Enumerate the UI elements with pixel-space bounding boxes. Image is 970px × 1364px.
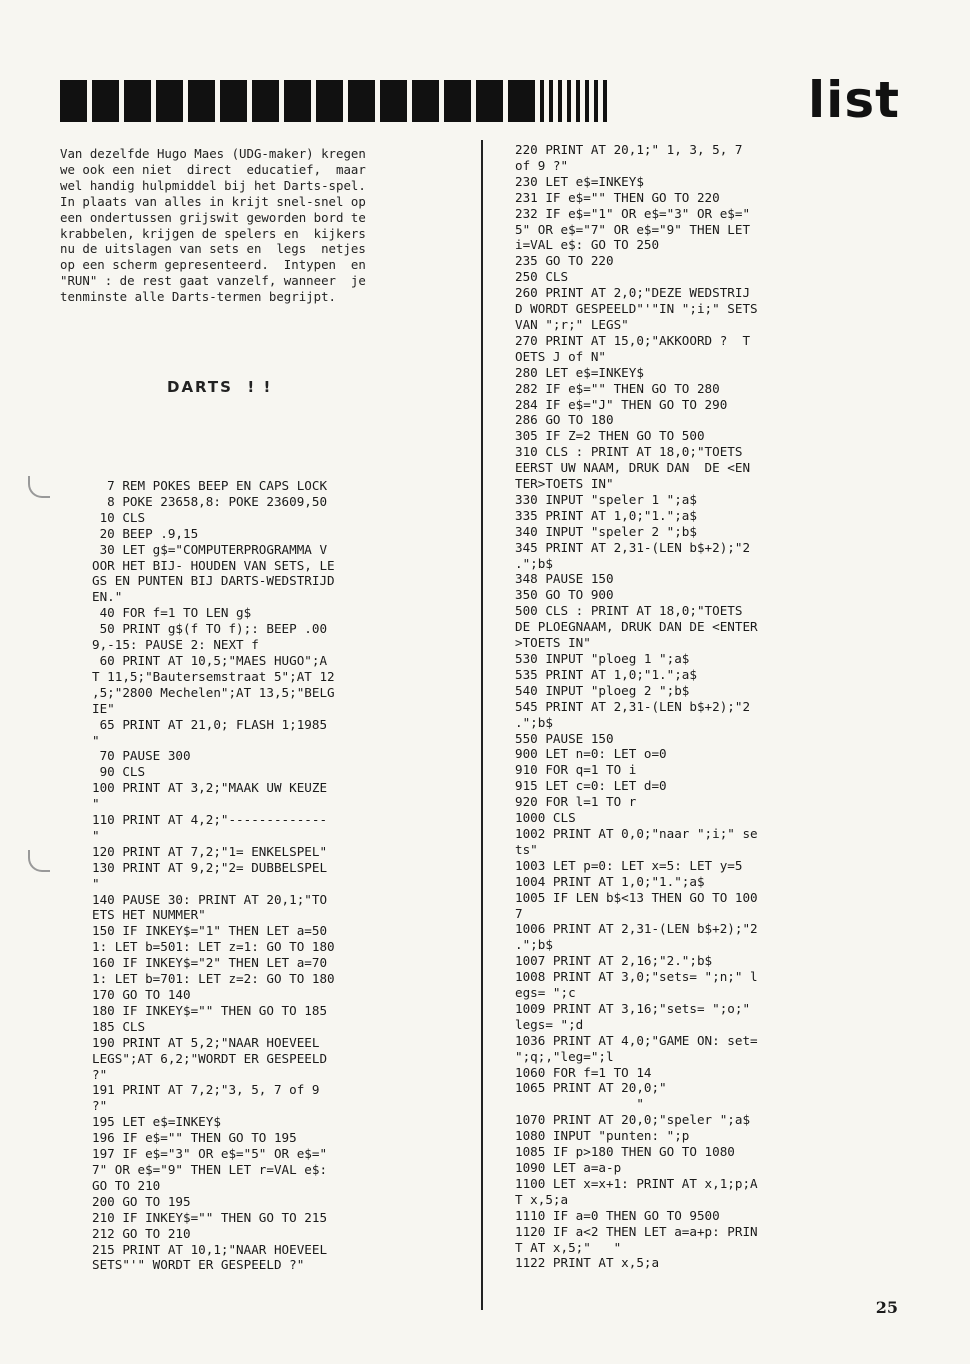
code-line: ?": [92, 1098, 108, 1114]
header-bar-pattern: [60, 80, 612, 122]
code-line: 1007 PRINT AT 2,16;"2.";b$: [515, 953, 713, 969]
code-line: 190 PRINT AT 5,2;"NAAR HOEVEEL: [92, 1034, 320, 1050]
code-line: 196 IF e$="" THEN GO TO 195: [92, 1130, 297, 1146]
code-line: 60 PRINT AT 10,5;"MAES HUGO";A: [92, 652, 328, 668]
code-line: 1120 IF a<2 THEN LET a=a+p: PRIN: [515, 1223, 758, 1239]
code-line: 7: [515, 905, 523, 921]
code-line: 185 CLS: [92, 1018, 146, 1034]
code-line: OETS J of N": [515, 348, 606, 364]
code-line: 90 CLS: [92, 764, 146, 780]
code-line: GS EN PUNTEN BIJ DARTS-WEDSTRIJD: [92, 573, 335, 589]
code-line: T x,5;a: [515, 1191, 569, 1207]
code-line: 9,-15: PAUSE 2: NEXT f: [92, 637, 259, 653]
code-listing-right: [515, 142, 758, 1271]
code-line: 180 IF INKEY$="" THEN GO TO 185: [92, 1002, 328, 1018]
code-line: 310 CLS : PRINT AT 18,0;"TOETS: [515, 444, 743, 460]
code-line: 8 POKE 23658,8: POKE 23609,50: [92, 493, 328, 509]
code-line: 1060 FOR f=1 TO 14: [515, 1064, 652, 1080]
code-line: 305 IF Z=2 THEN GO TO 500: [515, 428, 705, 444]
code-line: legs= ";d: [515, 1016, 584, 1032]
code-line: 345 PRINT AT 2,31-(LEN b$+2);"2: [515, 539, 751, 555]
article-title: DARTS ! !: [167, 378, 273, 396]
code-line: LEGS";AT 6,2;"WORDT ER GESPEELD: [92, 1050, 328, 1066]
code-line: 1036 PRINT AT 4,0;"GAME ON: set=: [515, 1032, 758, 1048]
code-line: 335 PRINT AT 1,0;"1.";a$: [515, 507, 697, 523]
code-line: 282 IF e$="" THEN GO TO 280: [515, 380, 720, 396]
code-line: 1085 IF p>180 THEN GO TO 1080: [515, 1144, 735, 1160]
code-line: 40 FOR f=1 TO LEN g$: [92, 605, 252, 621]
code-line: 1090 LET a=a-p: [515, 1160, 622, 1175]
code-line: 530 INPUT "ploeg 1 ";a$: [515, 651, 690, 666]
code-line: 270 PRINT AT 15,0;"AKKOORD ? T: [515, 332, 751, 348]
code-line: 5" OR e$="7" OR e$="9" THEN LET: [515, 221, 751, 237]
code-line: 350 GO TO 900: [515, 587, 614, 603]
code-line: 1003 LET p=0: LET x=5: LET y=5: [515, 857, 743, 873]
code-line: 50 PRINT g$(f TO f);: BEEP .00: [92, 621, 328, 637]
code-line: 232 IF e$="1" OR e$="3" OR e$=": [515, 205, 751, 221]
code-line: 7" OR e$="9" THEN LET r=VAL e$:: [92, 1161, 328, 1177]
code-line: 150 IF INKEY$="1" THEN LET a=50: [92, 923, 328, 939]
code-line: ,5;"2800 Mechelen";AT 13,5;"BELG: [92, 684, 335, 700]
code-line: 920 FOR l=1 TO r: [515, 794, 637, 810]
intro-line: een ondertussen grijswit geworden bord te: [60, 209, 366, 225]
code-line: 348 PAUSE 150: [515, 571, 614, 587]
code-line: 1005 IF LEN b$<13 THEN GO TO 100: [515, 889, 758, 905]
code-line: 540 INPUT "ploeg 2 ";b$: [515, 682, 690, 698]
code-line: 200 GO TO 195: [92, 1193, 191, 1209]
intro-line: we ook een niet direct educatief, maar: [60, 161, 366, 177]
intro-line: Van dezelfde Hugo Maes (UDG-maker) kregen: [60, 146, 366, 161]
page-header: [60, 71, 900, 129]
code-line: ETS HET NUMMER": [92, 907, 206, 923]
code-line: 1008 PRINT AT 3,0;"sets= ";n;" l: [515, 969, 758, 985]
code-line: 210 IF INKEY$="" THEN GO TO 215: [92, 1209, 328, 1225]
code-line: ": [92, 732, 100, 748]
code-line: 915 LET c=0: LET d=0: [515, 778, 667, 794]
code-line: 220 PRINT AT 20,1;" 1, 3, 5, 7: [515, 142, 743, 157]
code-line: 20 BEEP .9,15: [92, 525, 199, 541]
punch-hole-mark: [28, 476, 50, 498]
code-line: EERST UW NAAM, DRUK DAN DE <EN: [515, 460, 751, 476]
code-line: 230 LET e$=INKEY$: [515, 173, 644, 189]
code-line: 900 LET n=0: LET o=0: [515, 746, 667, 762]
code-line: 212 GO TO 210: [92, 1225, 191, 1241]
code-line: 284 IF e$="J" THEN GO TO 290: [515, 396, 728, 412]
code-line: 1004 PRINT AT 1,0;"1.";a$: [515, 873, 705, 889]
code-line: 500 CLS : PRINT AT 18,0;"TOETS: [515, 603, 743, 619]
code-line: 100 PRINT AT 3,2;"MAAK UW KEUZE: [92, 780, 328, 796]
code-line: 197 IF e$="3" OR e$="5" OR e$=": [92, 1146, 328, 1162]
code-line: 330 INPUT "speler 1 ";a$: [515, 491, 697, 507]
code-line: egs= ";c: [515, 985, 576, 1001]
code-line: 120 PRINT AT 7,2;"1= ENKELSPEL": [92, 843, 328, 859]
code-line: 235 GO TO 220: [515, 253, 614, 269]
code-line: ": [92, 796, 100, 812]
code-line: ?": [92, 1066, 108, 1082]
code-line: OOR HET BIJ- HOUDEN VAN SETS, LE: [92, 557, 335, 573]
page-number: 25: [875, 1298, 898, 1317]
code-line: 110 PRINT AT 4,2;"-------------: [92, 812, 328, 828]
code-line: 550 PAUSE 150: [515, 730, 614, 746]
intro-line: wel handig hulpmiddel bij het Darts-spel.: [60, 177, 366, 193]
code-line: D WORDT GESPEELD"'"IN ";i;" SETS: [515, 301, 758, 317]
code-line: .";b$: [515, 714, 553, 730]
code-line: EN.": [92, 589, 123, 605]
code-line: 910 FOR q=1 TO i: [515, 762, 637, 778]
code-line: 1000 CLS: [515, 810, 576, 826]
code-line: 130 PRINT AT 9,2;"2= DUBBELSPEL: [92, 859, 328, 875]
code-line: 195 LET e$=INKEY$: [92, 1114, 221, 1130]
code-line: 1: LET b=701: LET z=2: GO TO 180: [92, 971, 335, 987]
code-line: 1070 PRINT AT 20,0;"speler ";a$: [515, 1112, 751, 1128]
code-line: 250 CLS: [515, 269, 569, 285]
code-line: T 11,5;"Bautersemstraat 5";AT 12: [92, 668, 335, 684]
code-line: ": [92, 827, 100, 843]
intro-paragraph: [60, 146, 455, 305]
intro-line: op een scherm gepresenteerd. Intypen en: [60, 257, 366, 273]
intro-line: krabbelen, krijgen de spelers en kijkers: [60, 225, 366, 241]
code-line: 10 CLS: [92, 509, 146, 525]
code-line: 545 PRINT AT 2,31-(LEN b$+2);"2: [515, 698, 751, 714]
code-line: 215 PRINT AT 10,1;"NAAR HOEVEEL: [92, 1241, 328, 1257]
code-line: 1002 PRINT AT 0,0;"naar ";i;" se: [515, 825, 758, 841]
code-line: 1122 PRINT AT x,5;a: [515, 1255, 660, 1271]
code-line: 70 PAUSE 300: [92, 748, 191, 764]
punch-hole-mark: [28, 850, 50, 872]
code-line: >TOETS IN": [515, 635, 591, 651]
code-line: ": [515, 1096, 644, 1112]
code-line: .";b$: [515, 937, 553, 953]
intro-line: tenminste alle Darts-termen begrijpt.: [60, 289, 337, 305]
column-divider: [481, 140, 483, 1310]
brand-logo: list: [808, 71, 900, 129]
code-line: 260 PRINT AT 2,0;"DEZE WEDSTRIJ: [515, 285, 751, 301]
code-line: of 9 ?": [515, 157, 569, 173]
code-line: .";b$: [515, 555, 553, 571]
code-line: 160 IF INKEY$="2" THEN LET a=70: [92, 955, 328, 971]
code-line: i=VAL e$: GO TO 250: [515, 237, 660, 253]
code-line: 1: LET b=501: LET z=1: GO TO 180: [92, 939, 335, 955]
code-line: 140 PAUSE 30: PRINT AT 20,1;"TO: [92, 891, 328, 907]
code-line: IE": [92, 700, 115, 716]
code-line: 1080 INPUT "punten: ";p: [515, 1128, 690, 1144]
code-listing-left: [92, 478, 335, 1273]
code-line: 280 LET e$=INKEY$: [515, 364, 644, 380]
code-line: 170 GO TO 140: [92, 987, 191, 1002]
code-line: 535 PRINT AT 1,0;"1.";a$: [515, 666, 697, 682]
code-line: TER>TOETS IN": [515, 476, 614, 492]
code-line: VAN ";r;" LEGS": [515, 316, 629, 332]
code-line: 191 PRINT AT 7,2;"3, 5, 7 of 9: [92, 1082, 320, 1098]
intro-line: nu de uitslagen van sets en legs netjes: [60, 241, 366, 257]
code-line: T AT x,5;" ": [515, 1239, 622, 1255]
code-line: 7 REM POKES BEEP EN CAPS LOCK: [92, 478, 328, 493]
code-line: 65 PRINT AT 21,0; FLASH 1;1985: [92, 716, 328, 732]
code-line: DE PLOEGNAAM, DRUK DAN DE <ENTER: [515, 619, 758, 635]
code-line: 231 IF e$="" THEN GO TO 220: [515, 189, 720, 205]
intro-line: In plaats van alles in krijt snel-snel op: [60, 193, 366, 209]
code-line: 1009 PRINT AT 3,16;"sets= ";o;": [515, 1000, 751, 1016]
code-line: ": [92, 875, 100, 891]
code-line: GO TO 210: [92, 1177, 161, 1193]
code-line: SETS"'" WORDT ER GESPEELD ?": [92, 1257, 305, 1273]
code-line: 340 INPUT "speler 2 ";b$: [515, 523, 697, 539]
code-line: 1100 LET x=x+1: PRINT AT x,1;p;A: [515, 1175, 758, 1191]
code-line: ";q;,"leg=";l: [515, 1048, 614, 1064]
code-line: ts": [515, 841, 538, 857]
code-line: 286 GO TO 180: [515, 412, 614, 428]
intro-line: "RUN" : de rest gaat vanzelf, wanneer je: [60, 273, 366, 289]
code-line: 30 LET g$="COMPUTERPROGRAMMA V: [92, 541, 328, 557]
code-line: 1006 PRINT AT 2,31-(LEN b$+2);"2: [515, 921, 758, 937]
code-line: 1110 IF a=0 THEN GO TO 9500: [515, 1207, 720, 1223]
code-line: 1065 PRINT AT 20,0;": [515, 1080, 667, 1096]
